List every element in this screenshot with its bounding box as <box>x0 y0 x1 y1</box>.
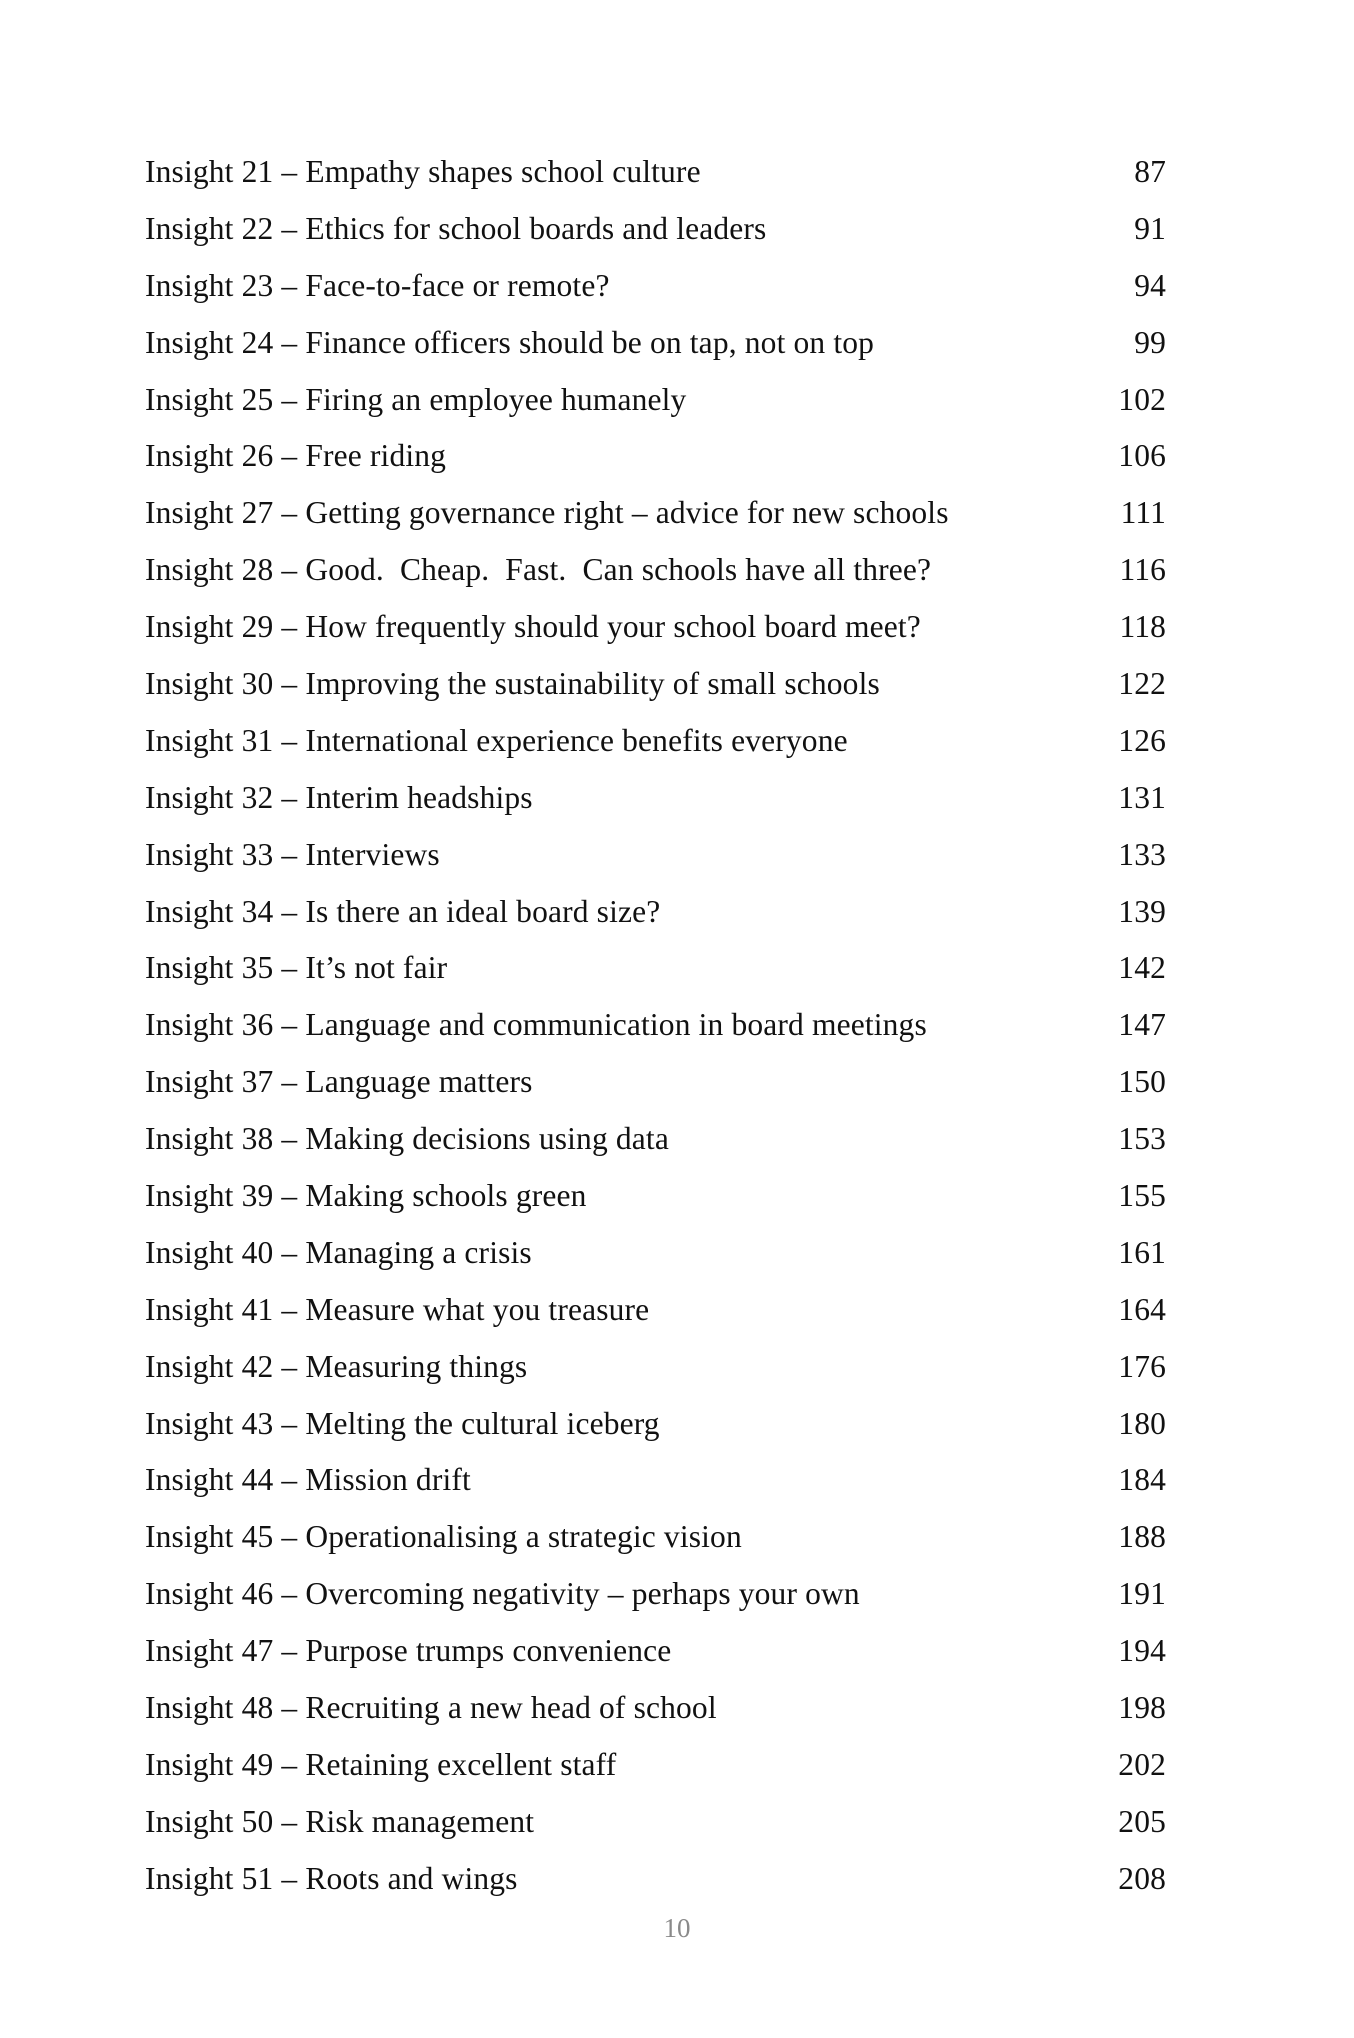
toc-entry-page: 180 <box>1118 1405 1166 1441</box>
toc-entry-page: 198 <box>1118 1690 1166 1726</box>
toc-entry-title: Insight 42 – Measuring things <box>145 1348 528 1384</box>
toc-entry[interactable] <box>145 719 1166 776</box>
toc-entry-page: 118 <box>1119 609 1166 645</box>
toc-entry-title: Insight 49 – Retaining excellent staff <box>145 1746 617 1782</box>
toc-entry[interactable] <box>145 1458 1166 1515</box>
toc-entry-page: 161 <box>1118 1234 1166 1270</box>
toc-entry-title: Insight 43 – Melting the cultural iceberg <box>145 1405 660 1441</box>
toc-entry-page: 188 <box>1118 1519 1166 1555</box>
toc-entry-page: 147 <box>1118 1007 1166 1043</box>
toc-entry[interactable] <box>145 264 1166 321</box>
toc-entry[interactable] <box>145 1288 1166 1345</box>
toc-entry[interactable] <box>145 548 1166 605</box>
toc-entry-title: Insight 41 – Measure what you treasure <box>145 1291 650 1327</box>
toc-entry-title: Insight 22 – Ethics for school boards and leaders <box>145 210 767 246</box>
toc-entry[interactable] <box>145 890 1166 947</box>
toc-entry-title: Insight 28 – Good. Cheap. Fast. Can schools have all three? <box>145 552 932 588</box>
toc-entry-title: Insight 47 – Purpose trumps convenience <box>145 1633 672 1669</box>
toc-entry-title: Insight 45 – Operationalising a strategic vision <box>145 1519 742 1555</box>
toc-entry[interactable] <box>145 1345 1166 1402</box>
toc-entry-page: 139 <box>1118 893 1166 929</box>
toc-entry-page: 142 <box>1118 950 1166 986</box>
toc-entry[interactable] <box>145 491 1166 548</box>
toc-entry-title: Insight 25 – Firing an employee humanely <box>145 381 687 417</box>
toc-entry[interactable] <box>145 662 1166 719</box>
toc-entry-page: 99 <box>1134 324 1166 360</box>
toc-entry-page: 164 <box>1118 1291 1166 1327</box>
toc-entry-title: Insight 46 – Overcoming negativity – perhaps your own <box>145 1576 860 1612</box>
toc-entry-page: 133 <box>1118 836 1166 872</box>
toc-entry[interactable] <box>145 1515 1166 1572</box>
toc-entry[interactable] <box>145 434 1166 491</box>
toc-entry-page: 184 <box>1118 1462 1166 1498</box>
toc-entry-title: Insight 50 – Risk management <box>145 1803 535 1839</box>
toc-entry-title: Insight 21 – Empathy shapes school culture <box>145 154 701 189</box>
toc-entry-title: Insight 29 – How frequently should your school board meet? <box>145 609 921 645</box>
toc-entry-title: Insight 33 – Interviews <box>145 836 440 872</box>
toc-entry[interactable] <box>145 1800 1166 1857</box>
toc-entry[interactable] <box>145 1572 1166 1629</box>
toc-entry[interactable] <box>145 150 1166 207</box>
toc-entry-title: Insight 40 – Managing a crisis <box>145 1234 532 1270</box>
toc-entry-page: 111 <box>1120 495 1166 531</box>
toc-entry-title: Insight 27 – Getting governance right – advice for new schools <box>145 495 949 531</box>
toc-entry[interactable] <box>145 207 1166 264</box>
toc-entry-page: 126 <box>1118 722 1166 758</box>
toc-entry[interactable] <box>145 1003 1166 1060</box>
toc-entry-page: 153 <box>1118 1121 1166 1157</box>
toc-entry-title: Insight 24 – Finance officers should be on tap, not on top <box>145 324 875 360</box>
toc-entry[interactable] <box>145 833 1166 890</box>
toc-entry[interactable] <box>145 378 1166 435</box>
toc-entry[interactable] <box>145 1686 1166 1743</box>
toc-entry-page: 131 <box>1118 779 1166 815</box>
toc-entry[interactable] <box>145 1629 1166 1686</box>
toc-entry[interactable] <box>145 776 1166 833</box>
toc-entry-page: 191 <box>1118 1576 1166 1612</box>
toc-entry-page: 87 <box>1134 154 1166 189</box>
toc-entry[interactable] <box>145 1231 1166 1288</box>
toc-entry-page: 106 <box>1118 438 1166 474</box>
toc-entry[interactable] <box>145 321 1166 378</box>
toc-entry-title: Insight 32 – Interim headships <box>145 779 533 815</box>
toc-entry[interactable] <box>145 1743 1166 1800</box>
toc-entry-title: Insight 31 – International experience benefits everyone <box>145 722 848 758</box>
toc-entry-page: 205 <box>1118 1803 1166 1839</box>
toc-entry-page: 116 <box>1119 552 1166 588</box>
toc-entry-title: Insight 37 – Language matters <box>145 1064 533 1100</box>
toc-entry-title: Insight 35 – It’s not fair <box>145 950 448 986</box>
toc-entry-page: 150 <box>1118 1064 1166 1100</box>
toc-entry-page: 208 <box>1118 1860 1166 1896</box>
toc-entry-page: 155 <box>1118 1178 1166 1214</box>
toc-entry[interactable] <box>145 605 1166 662</box>
toc-entry-page: 91 <box>1134 210 1166 246</box>
toc-entry-page: 202 <box>1118 1746 1166 1782</box>
toc-entry-page: 102 <box>1118 381 1166 417</box>
toc-entry-page: 176 <box>1118 1348 1166 1384</box>
toc-entry-title: Insight 34 – Is there an ideal board size? <box>145 893 661 929</box>
page-number: 10 <box>663 1913 691 1943</box>
toc-entry-title: Insight 23 – Face-to-face or remote? <box>145 267 610 303</box>
toc-entry[interactable] <box>145 1117 1166 1174</box>
toc-entry-title: Insight 38 – Making decisions using data <box>145 1121 669 1157</box>
toc-entry[interactable] <box>145 1402 1166 1459</box>
toc-entry-title: Insight 39 – Making schools green <box>145 1178 587 1214</box>
toc-entry-title: Insight 26 – Free riding <box>145 438 447 474</box>
table-of-contents <box>145 150 1166 1914</box>
toc-entry-title: Insight 51 – Roots and wings <box>145 1860 518 1896</box>
toc-entry[interactable] <box>145 946 1166 1003</box>
toc-entry[interactable] <box>145 1857 1166 1914</box>
toc-entry-title: Insight 44 – Mission drift <box>145 1462 471 1498</box>
toc-entry-title: Insight 30 – Improving the sustainability of small schools <box>145 666 880 702</box>
toc-entry-page: 122 <box>1118 666 1166 702</box>
toc-entry-title: Insight 36 – Language and communication in board meetings <box>145 1007 927 1043</box>
toc-entry-page: 94 <box>1134 267 1166 303</box>
toc-entry[interactable] <box>145 1060 1166 1117</box>
toc-entry-page: 194 <box>1118 1633 1166 1669</box>
toc-entry-title: Insight 48 – Recruiting a new head of school <box>145 1690 717 1726</box>
toc-entry[interactable] <box>145 1174 1166 1231</box>
